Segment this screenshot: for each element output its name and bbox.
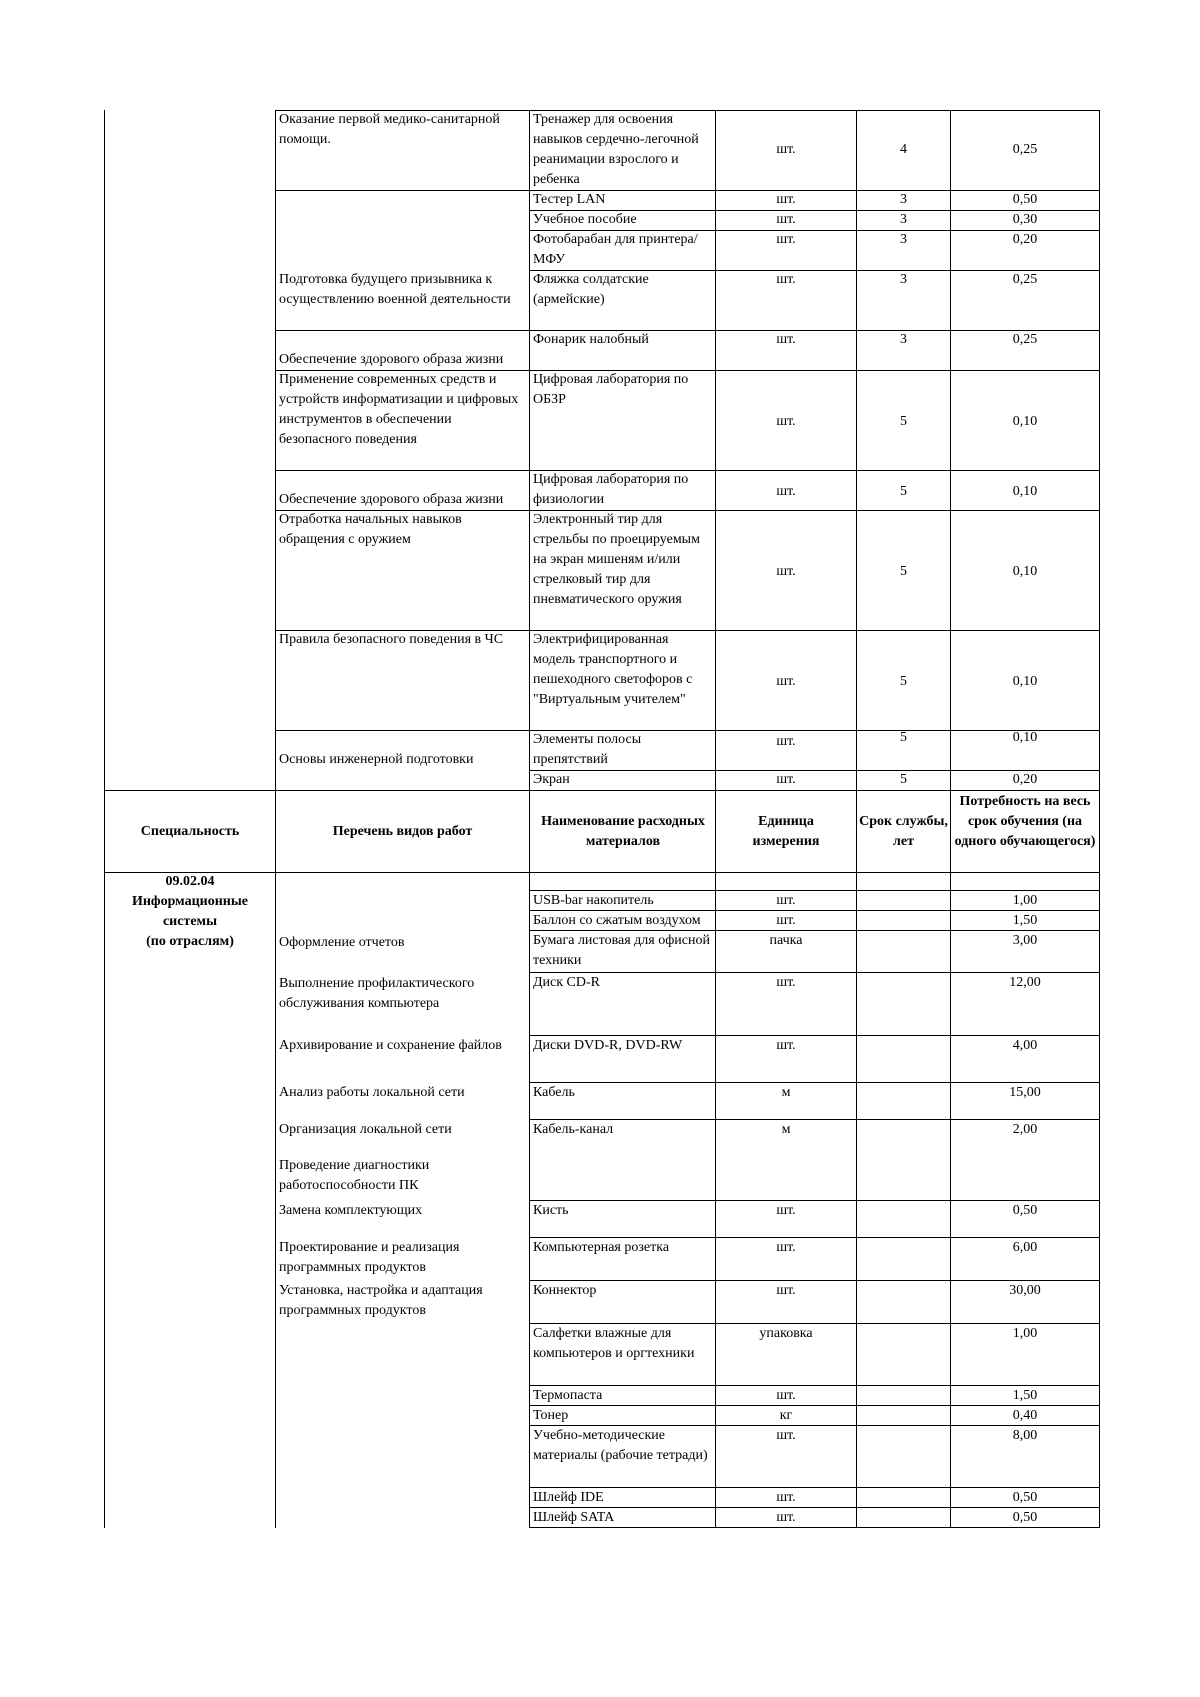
need-cell: 0,10 [1012, 564, 1038, 579]
material-name: Бумага листовая для офисной техники [533, 933, 710, 968]
need-column-border [950, 110, 951, 1528]
material-need: 1,50 [1012, 913, 1038, 928]
material-need: 30,00 [1009, 1283, 1041, 1298]
material-need: 1,50 [1012, 1388, 1038, 1403]
table-right-border [1099, 110, 1100, 1528]
life-cell: 5 [900, 564, 907, 579]
material-unit: шт. [776, 1203, 796, 1218]
life-cell: 4 [900, 142, 907, 157]
material-name: Кабель-канал [533, 1122, 614, 1137]
need-cell: 0,25 [1012, 142, 1038, 157]
item-cell: Фляжка солдатские (армейские) [533, 272, 649, 307]
material-unit: пачка [769, 933, 803, 948]
life-cell: 5 [900, 730, 907, 745]
work-item: Замена комплектующих [279, 1203, 423, 1218]
material-need: 6,00 [1012, 1240, 1038, 1255]
material-unit: шт. [776, 1510, 796, 1525]
work-item: Выполнение профилактического обслуживания компьютера [279, 976, 475, 1011]
material-unit: шт. [776, 913, 796, 928]
work-cell: Правила безопасного поведения в ЧС [279, 632, 504, 647]
work-cell: Подготовка будущего призывника к осуществлению военной деятельности [279, 272, 511, 307]
work-item: Анализ работы локальной сети [279, 1085, 465, 1100]
need-cell: 0,25 [1012, 272, 1038, 287]
need-cell: 0,20 [1012, 772, 1038, 787]
material-unit: упаковка [759, 1326, 813, 1341]
header-works: Перечень видов работ [332, 824, 473, 839]
material-need: 0,40 [1012, 1408, 1038, 1423]
material-name: Компьютерная розетка [533, 1240, 670, 1255]
material-unit: шт. [776, 893, 796, 908]
material-name: Кисть [533, 1203, 569, 1218]
material-unit: шт. [776, 1490, 796, 1505]
material-name: Шлейф IDE [533, 1490, 604, 1505]
specialty-code: 09.02.04 [165, 874, 215, 889]
life-cell: 3 [900, 232, 907, 247]
need-cell: 0,50 [1012, 192, 1038, 207]
unit-cell: шт. [776, 232, 796, 247]
material-name: Салфетки влажные для компьютеров и оргтехники [533, 1326, 695, 1361]
unit-cell: шт. [776, 332, 796, 347]
item-cell: Экран [533, 772, 570, 787]
specialty-name: Информационные системы [131, 894, 249, 929]
material-need: 3,00 [1012, 933, 1038, 948]
need-cell: 0,30 [1012, 212, 1038, 227]
material-name: Кабель [533, 1085, 575, 1100]
item-cell: Фонарик налобный [533, 332, 649, 347]
material-need: 8,00 [1012, 1428, 1038, 1443]
material-need: 0,50 [1012, 1490, 1038, 1505]
life-cell: 5 [900, 484, 907, 499]
life-cell: 3 [900, 272, 907, 287]
material-name: Тонер [533, 1408, 569, 1423]
work-item: Установка, настройка и адаптация программных продуктов [279, 1283, 483, 1318]
need-cell: 0,25 [1012, 332, 1038, 347]
work-item: Оформление отчетов [279, 935, 405, 950]
need-cell: 0,20 [1012, 232, 1038, 247]
item-cell: Фотобарабан для принтера/МФУ [533, 232, 698, 267]
material-unit: кг [779, 1408, 793, 1423]
unit-cell: шт. [776, 772, 796, 787]
material-unit: шт. [776, 1428, 796, 1443]
header-unit: Единица измерения [752, 814, 820, 849]
unit-cell: шт. [776, 212, 796, 227]
life-cell: 5 [900, 772, 907, 787]
table-left-border [104, 110, 105, 1528]
material-unit: шт. [776, 1388, 796, 1403]
material-name: Термопаста [533, 1388, 603, 1403]
unit-cell: шт. [776, 484, 796, 499]
work-cell: Обеспечение здорового образа жизни [279, 492, 504, 507]
unit-cell: шт. [776, 192, 796, 207]
material-need: 0,50 [1012, 1203, 1038, 1218]
work-item: Организация локальной сети [279, 1122, 452, 1137]
material-need: 1,00 [1012, 1326, 1038, 1341]
material-unit: м [781, 1085, 791, 1100]
material-need: 1,00 [1012, 893, 1038, 908]
work-cell: Применение современных средств и устройств информатизации и цифровых инструментов в обеспечении безопасного поведения [279, 372, 519, 447]
unit-cell: шт. [776, 272, 796, 287]
material-unit: шт. [776, 1240, 796, 1255]
item-cell: Тестер LAN [533, 192, 606, 207]
material-need: 0,50 [1012, 1510, 1038, 1525]
material-unit: м [781, 1122, 791, 1137]
material-name: Учебно-методические материалы (рабочие тетради) [533, 1428, 708, 1463]
life-cell: 5 [900, 414, 907, 429]
header-specialty: Специальность [140, 824, 240, 839]
material-unit: шт. [776, 1283, 796, 1298]
item-cell: Тренажер для освоения навыков сердечно-легочной реанимации взрослого и ребенка [533, 112, 699, 187]
material-need: 15,00 [1009, 1085, 1041, 1100]
item-cell: Учебное пособие [533, 212, 637, 227]
life-cell: 3 [900, 192, 907, 207]
unit-cell: шт. [776, 142, 796, 157]
material-need: 12,00 [1009, 975, 1041, 990]
material-need: 2,00 [1012, 1122, 1038, 1137]
need-cell: 0,10 [1012, 674, 1038, 689]
item-cell: Электрифицированная модель транспортного и пешеходного светофоров с "Виртуальным учителем" [533, 632, 693, 707]
need-cell: 0,10 [1012, 484, 1038, 499]
specialty-note: (по отраслям) [146, 934, 234, 949]
need-cell: 0,10 [1012, 730, 1038, 745]
work-cell: Отработка начальных навыков обращения с оружием [279, 512, 462, 547]
materials-table [104, 110, 1100, 1528]
unit-cell: шт. [776, 414, 796, 429]
life-cell: 5 [900, 674, 907, 689]
work-item: Проектирование и реализация программных продуктов [279, 1240, 460, 1275]
item-cell: Цифровая лаборатория по ОБЗР [533, 372, 689, 407]
header-life: Срок службы, лет [859, 814, 948, 849]
material-need: 4,00 [1012, 1038, 1038, 1053]
work-cell: Обеспечение здорового образа жизни [279, 352, 504, 367]
work-item: Архивирование и сохранение файлов [279, 1038, 502, 1053]
work-cell: Оказание первой медико-санитарной помощи. [279, 112, 500, 147]
material-name: Баллон со сжатым воздухом [533, 913, 701, 928]
life-cell: 3 [900, 332, 907, 347]
work-item: Проведение диагностики работоспособности ПК [279, 1158, 430, 1193]
header-need: Потребность на весь срок обучения (на одного обучающегося) [954, 794, 1096, 849]
material-name: Коннектор [533, 1283, 597, 1298]
life-cell: 3 [900, 212, 907, 227]
need-cell: 0,10 [1012, 414, 1038, 429]
header-material: Наименование расходных материалов [541, 814, 705, 849]
unit-column-border [715, 110, 716, 1528]
item-column-border [529, 110, 530, 1528]
material-name: Диск CD-R [533, 975, 601, 990]
unit-cell: шт. [776, 564, 796, 579]
material-name: Диски DVD-R, DVD-RW [533, 1038, 683, 1053]
item-cell: Электронный тир для стрельбы по проецируемым на экран мишеням и/или стрелковый тир для пневматического оружия [533, 512, 700, 607]
material-name: Шлейф SATA [533, 1510, 615, 1525]
item-cell: Цифровая лаборатория по физиологии [533, 472, 689, 507]
work-cell: Основы инженерной подготовки [279, 752, 474, 767]
material-unit: шт. [776, 1038, 796, 1053]
item-cell: Элементы полосы препятствий [533, 732, 642, 767]
material-name: USB-bar накопитель [533, 893, 654, 908]
material-unit: шт. [776, 975, 796, 990]
unit-cell: шт. [776, 734, 796, 749]
unit-cell: шт. [776, 674, 796, 689]
